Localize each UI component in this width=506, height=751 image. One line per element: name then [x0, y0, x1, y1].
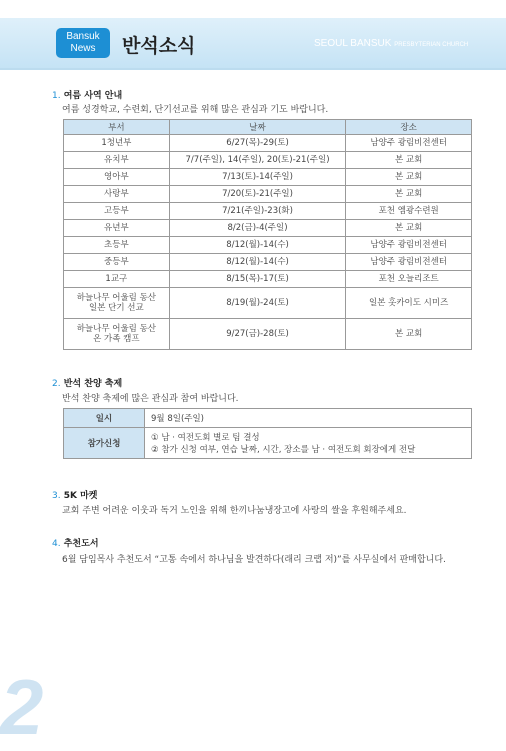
date-cell: 8/19(월)-24(토)	[169, 288, 346, 319]
date-cell: 7/7(주일), 14(주일), 20(토)-21(주일)	[169, 152, 346, 169]
table-row	[64, 271, 472, 288]
place-cell: 본 교회	[346, 152, 472, 169]
section-1-number: 1.	[52, 91, 61, 101]
date-cell: 7/13(토)-14(주일)	[169, 169, 346, 186]
place-cell: 본 교회	[346, 220, 472, 237]
section-4-heading	[52, 536, 99, 549]
church-name-sub: PRESBYTERIAN CHURCH	[394, 42, 469, 48]
dept-cell: 사랑부	[64, 186, 170, 203]
dept-cell: 초등부	[64, 237, 170, 254]
festival-apply-label: 참가신청	[64, 428, 145, 459]
dept-cell: 고등부	[64, 203, 170, 220]
festival-date-label: 일시	[64, 409, 145, 428]
col-header-date: 날짜	[169, 120, 346, 135]
page-number: 2	[0, 663, 44, 751]
section-2-title: 반석 찬양 축제	[63, 379, 123, 389]
dept-cell: 유치부	[64, 152, 170, 169]
dept-line1: 하늘나무 어울림 동산	[76, 324, 156, 334]
table-row	[64, 237, 472, 254]
table-row	[64, 186, 472, 203]
place-cell: 본 교회	[346, 319, 472, 350]
logo-line2: News	[70, 43, 96, 54]
apply-line2: ② 참가 신청 여부, 연습 날짜, 시간, 장소를 남 · 여전도회 회장에게 전달	[151, 445, 416, 455]
dept-line1: 하늘나무 어울림 동산	[76, 293, 156, 303]
dept-line2: 온 가족 캠프	[93, 334, 140, 344]
dept-line2: 일본 단기 선교	[89, 303, 144, 313]
table-row	[64, 135, 472, 152]
section-2-heading	[52, 376, 122, 389]
table-row	[64, 152, 472, 169]
date-cell: 7/20(토)-21(주일)	[169, 186, 346, 203]
logo-line1: Bansuk	[66, 31, 100, 42]
section-4-text: 6월 담임목사 추천도서 “고통 속에서 하나님을 발견하다(래리 크랩 저)”를 사무실에서 판매합니다.	[62, 555, 446, 565]
place-cell: 일본 홋카이도 시미즈	[346, 288, 472, 319]
section-4-number: 4.	[52, 539, 61, 549]
section-3-number: 3.	[52, 491, 61, 501]
header-divider	[0, 68, 506, 70]
date-cell: 8/2(금)-4(주일)	[169, 220, 346, 237]
place-cell: 본 교회	[346, 186, 472, 203]
date-cell: 7/21(주일)-23(화)	[169, 203, 346, 220]
festival-info-table	[63, 408, 472, 459]
place-cell: 포천 엠광수련원	[346, 203, 472, 220]
section-3-heading	[52, 488, 98, 501]
table-row	[64, 203, 472, 220]
date-cell: 8/15(목)-17(토)	[169, 271, 346, 288]
summer-schedule-table	[63, 119, 472, 350]
section-4-title: 추천도서	[63, 539, 99, 549]
table-row	[64, 319, 472, 350]
church-name-main: SEOUL BANSUK	[314, 38, 392, 49]
table-row	[64, 169, 472, 186]
col-header-place: 장소	[346, 120, 472, 135]
section-2-text: 반석 찬양 축제에 많은 관심과 참여 바랍니다.	[62, 394, 239, 404]
table-row	[64, 220, 472, 237]
place-cell: 본 교회	[346, 169, 472, 186]
date-cell: 6/27(목)-29(토)	[169, 135, 346, 152]
dept-cell: 유년부	[64, 220, 170, 237]
bansuk-news-logo	[56, 28, 110, 58]
table-row	[64, 254, 472, 271]
date-cell: 8/12(월)-14(수)	[169, 254, 346, 271]
festival-date-row	[64, 409, 472, 428]
section-3-text: 교회 주변 어려운 이웃과 독거 노인을 위해 한끼나눔냉장고에 사랑의 쌀을 후원해주세요.	[62, 506, 407, 516]
dept-cell	[64, 319, 170, 350]
dept-cell	[64, 288, 170, 319]
place-cell: 남양주 광림비전센터	[346, 237, 472, 254]
festival-apply-value	[145, 428, 472, 459]
place-cell: 남양주 광림비전센터	[346, 254, 472, 271]
dept-cell: 1교구	[64, 271, 170, 288]
section-1-text: 여름 성경학교, 수련회, 단기선교를 위해 많은 관심과 기도 바랍니다.	[62, 105, 329, 115]
festival-date-value: 9월 8일(주일)	[145, 409, 472, 428]
table-header-row	[64, 120, 472, 135]
page-title: 반석소식	[122, 35, 196, 57]
place-cell: 포천 오늘리조트	[346, 271, 472, 288]
section-1-heading	[52, 88, 122, 101]
apply-line1: ① 남 · 여전도회 별로 팀 결성	[151, 433, 260, 443]
date-cell: 9/27(금)-28(토)	[169, 319, 346, 350]
dept-cell: 중등부	[64, 254, 170, 271]
date-cell: 8/12(월)-14(수)	[169, 237, 346, 254]
place-cell: 남양주 광림비전센터	[346, 135, 472, 152]
col-header-dept: 부서	[64, 120, 170, 135]
dept-cell: 영아부	[64, 169, 170, 186]
church-name	[314, 38, 468, 49]
section-2-number: 2.	[52, 379, 61, 389]
festival-apply-row	[64, 428, 472, 459]
table-row	[64, 288, 472, 319]
dept-cell: 1청년부	[64, 135, 170, 152]
section-3-title: 5K 마켓	[63, 491, 98, 501]
section-1-title: 여름 사역 안내	[63, 91, 123, 101]
